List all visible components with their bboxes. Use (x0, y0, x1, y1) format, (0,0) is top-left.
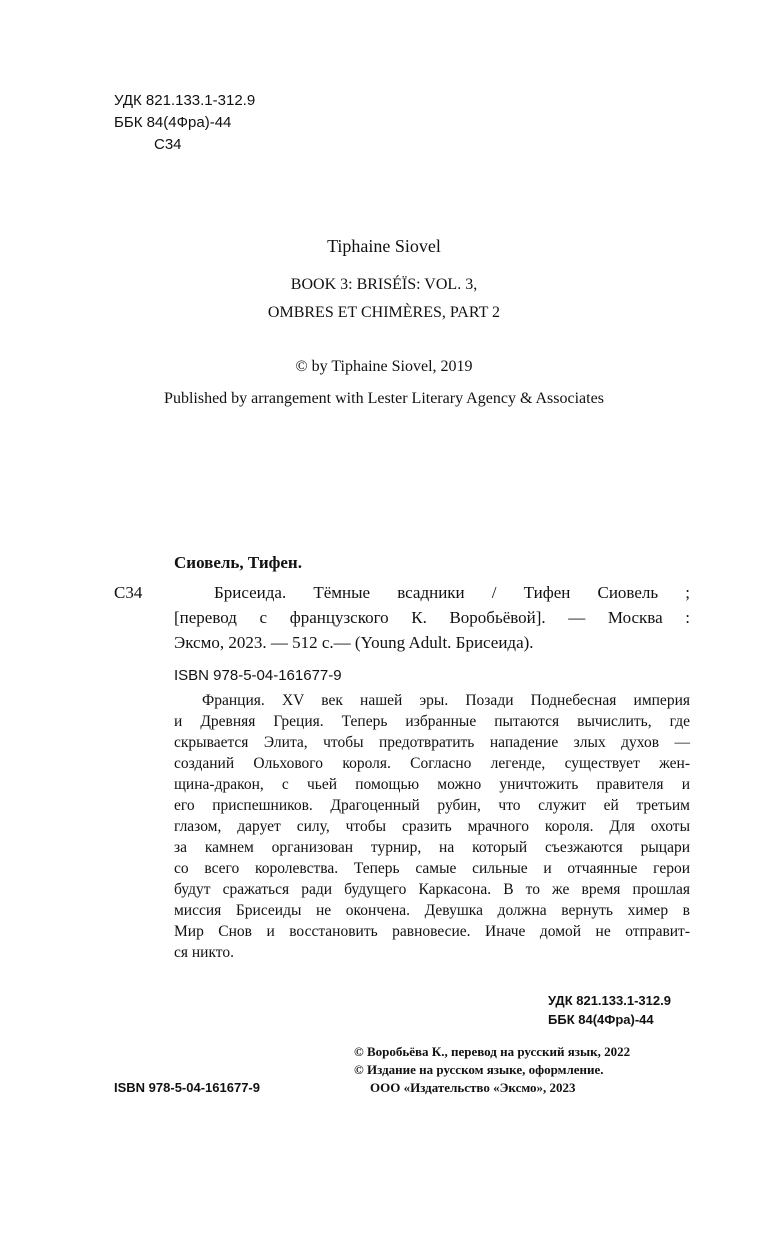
annotation-line: миссия Брисеиды не окончена. Девушка должна вернуть химер в (174, 902, 690, 919)
annotation-line: со всего королевства. Теперь самые сильные и отчаянные герои (174, 860, 690, 877)
catalog-description-line-2: [перевод с французского К. Воробьёвой]. — Москва : (174, 608, 690, 627)
annotation (174, 690, 690, 963)
annotation-line: Франция. XV век нашей эры. Позади Поднебесная империя (202, 692, 690, 709)
bbk-code: ББК 84(4Фра)-44 (114, 114, 232, 131)
catalog-description-line-3: Эксмо, 2023. — 512 с.— (Young Adult. Брисеида). (174, 633, 534, 652)
catalog-author-heading: Сиовель, Тифен. (174, 553, 302, 572)
annotation-line: будут сражаться ради будущего Каркасона. В то же время прошлая (174, 881, 690, 898)
original-title-line-1: BOOK 3: BRISÉÏS: VOL. 3, (290, 276, 478, 293)
annotation-line: скрывается Элита, чтобы предотвратить нападение злых духов — (174, 734, 690, 751)
arrangement-notice: Published by arrangement with Lester Literary Agency & Associates (164, 390, 604, 407)
annotation-line: щина-дракон, с чьей помощью можно уничтожить правителя и (174, 776, 690, 793)
annotation-line: ся никто. (174, 944, 234, 961)
udk-code: УДК 821.133.1-312.9 (114, 92, 256, 109)
footer-isbn: ISBN 978-5-04-161677-9 (114, 1080, 260, 1095)
original-title-line-2: OMBRES ET CHIMÈRES, PART 2 (267, 304, 501, 321)
original-title (0, 271, 768, 327)
annotation-line: за камнем организован турнир, на который съезжаются рыцари (174, 839, 690, 856)
footer-publisher: ООО «Издательство «Эксмо», 2023 (370, 1080, 576, 1095)
original-copyright: © by Tiphaine Siovel, 2019 (295, 358, 473, 375)
footer-copyright-edition: © Издание на русском языке, оформление. (354, 1062, 604, 1077)
annotation-line: его приспешников. Драгоценный рубин, что служит ей третьим (174, 797, 690, 814)
footer-copyright-translation: © Воробьёва К., перевод на русский язык, 2022 (354, 1044, 631, 1059)
annotation-line: Мир Снов и восстановить равновесие. Иначе домой не отправит- (174, 923, 690, 940)
original-author: Tiphaine Siovel (327, 236, 441, 256)
author-mark: С34 (154, 136, 182, 153)
annotation-line: и Древняя Греция. Теперь избранные пытаются вычислить, где (174, 713, 690, 730)
catalog-description-line-1: Брисеида. Тёмные всадники / Тифен Сиовель ; (214, 583, 690, 602)
catalog-mark: С34 (114, 583, 143, 602)
udk-code-bold: УДК 821.133.1-312.9 (548, 993, 671, 1008)
annotation-line: созданий Ольхового короля. Согласно легенде, существует жен- (174, 755, 690, 772)
bbk-code-bold: ББК 84(4Фра)-44 (548, 1012, 654, 1027)
annotation-line: глазом, дарует силу, чтобы сразить мрачного короля. Для охоты (174, 818, 690, 835)
catalog-isbn: ISBN 978-5-04-161677-9 (174, 667, 342, 684)
